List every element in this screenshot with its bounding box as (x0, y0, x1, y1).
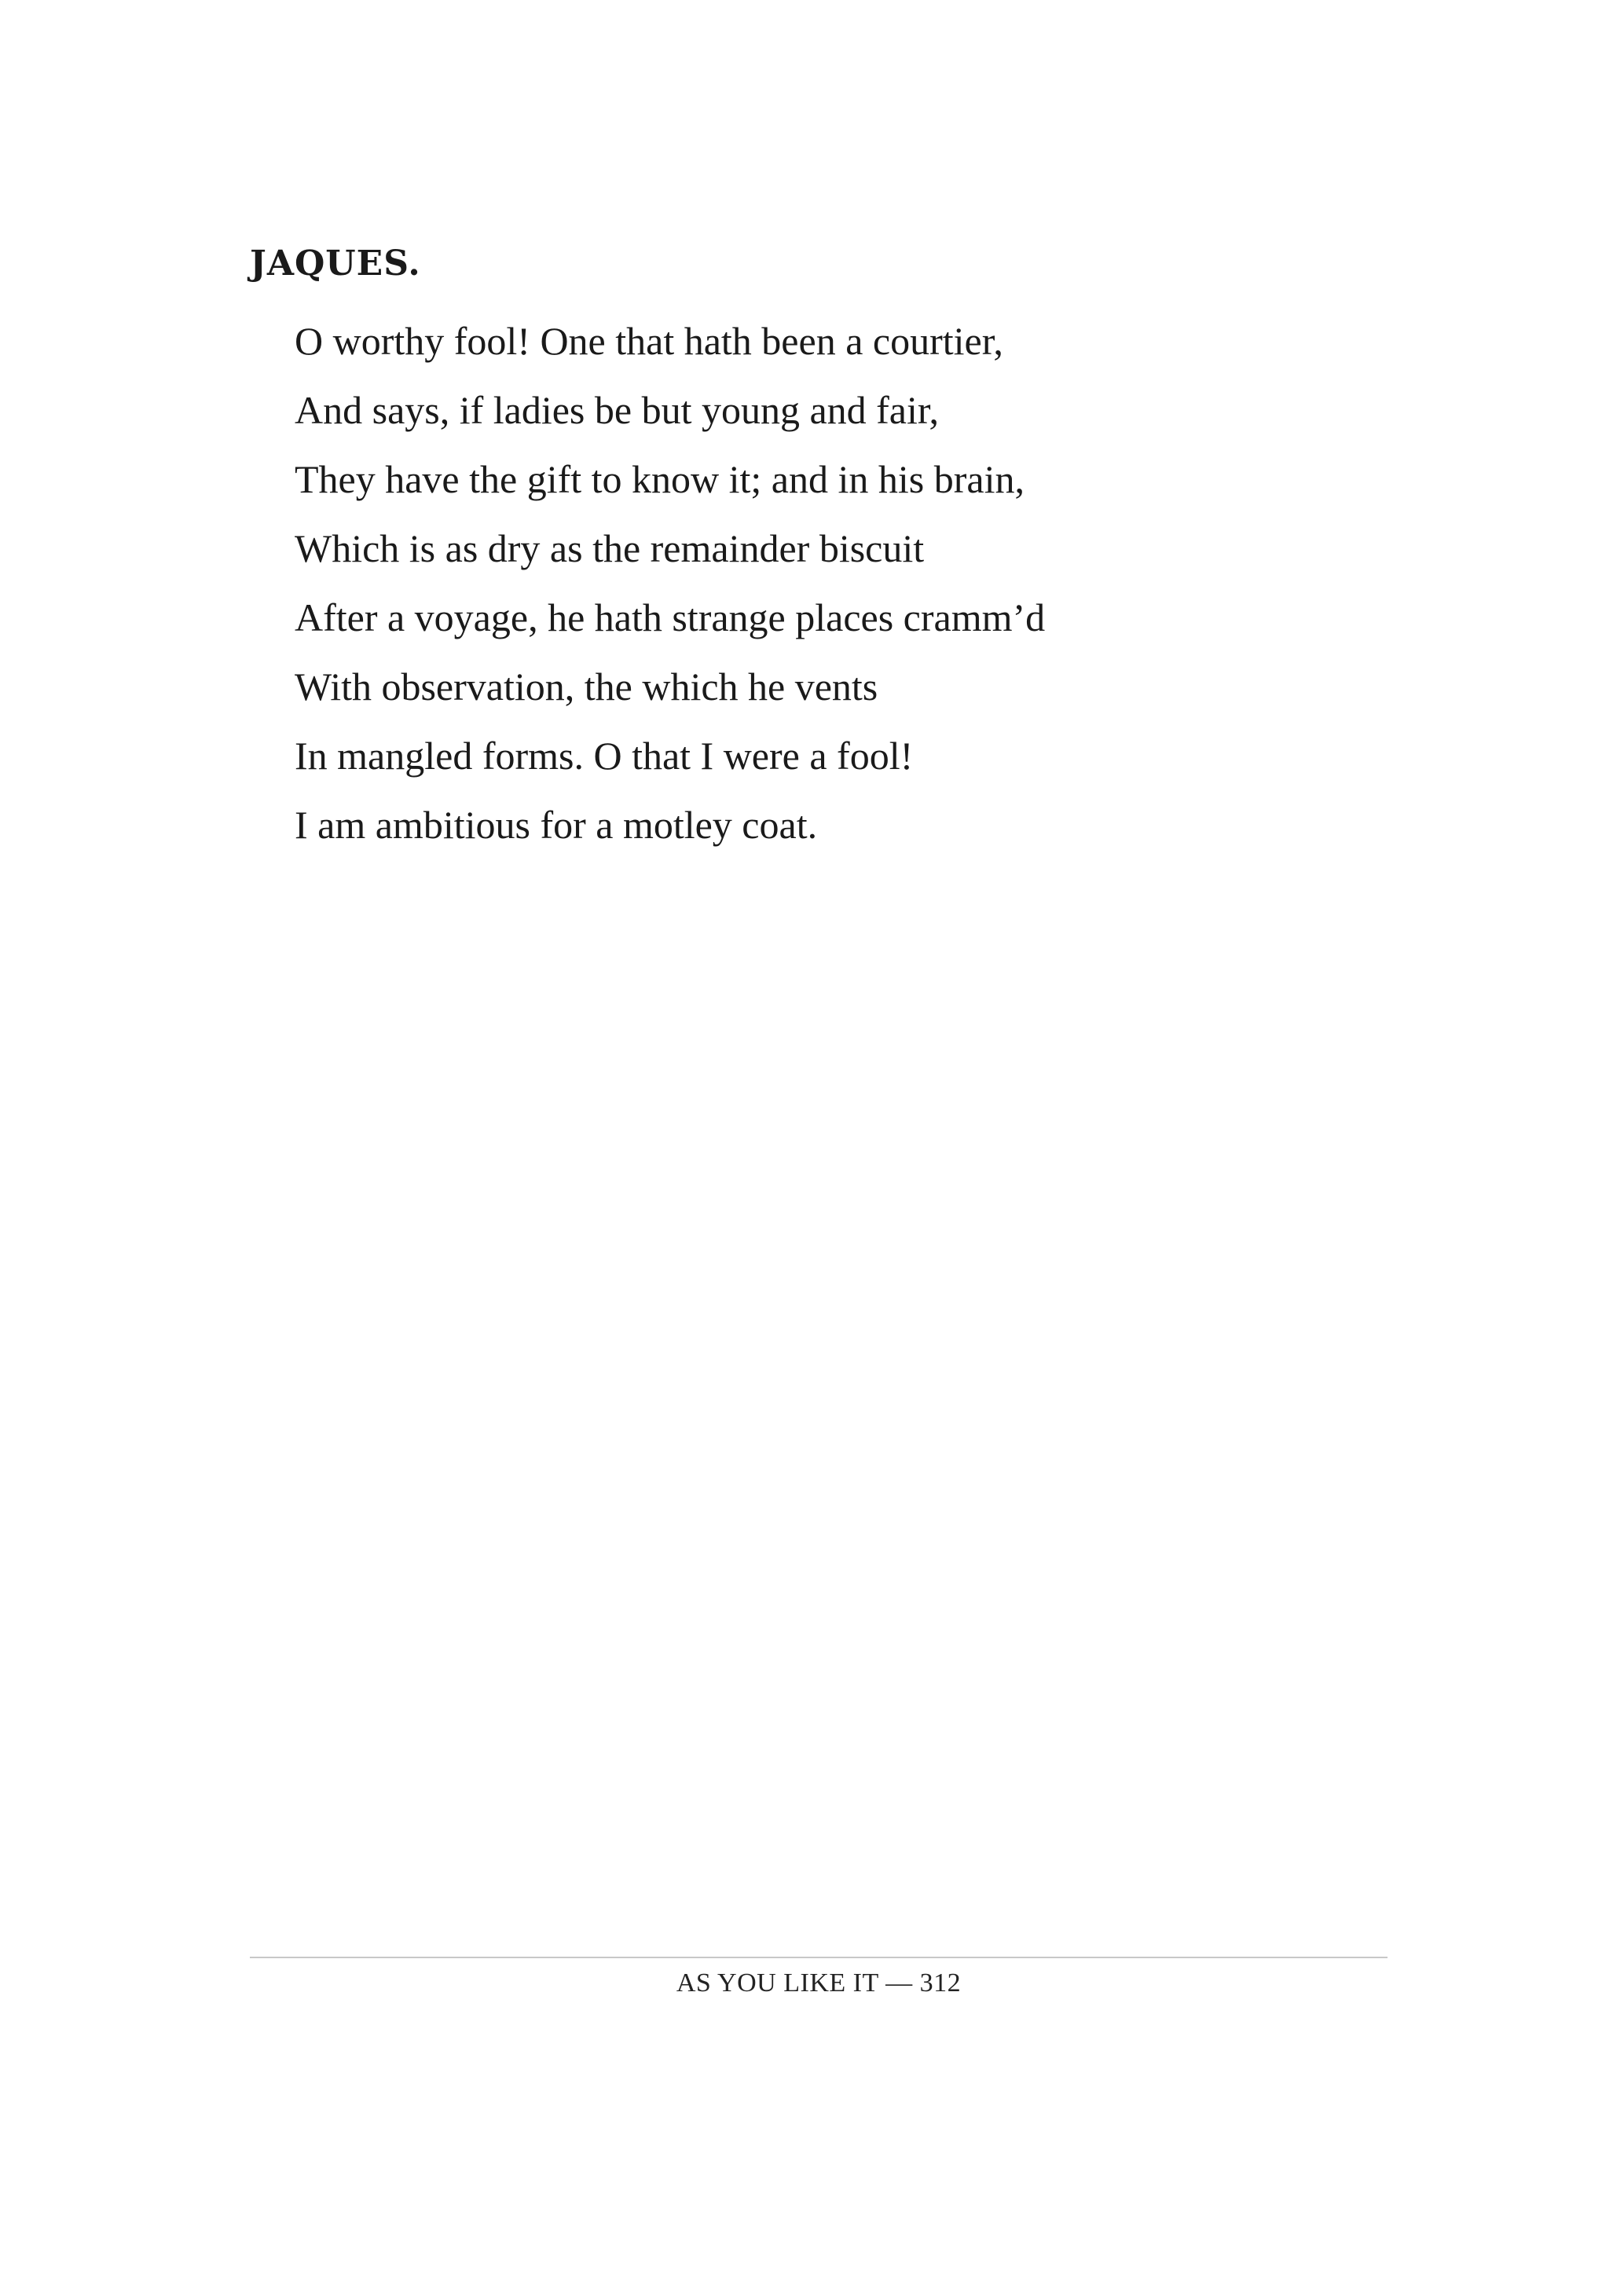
verse-block (295, 306, 1045, 859)
verse-line: O worthy fool! One that hath been a courtier, (295, 319, 1003, 363)
page-footer: AS YOU LIKE IT — 312 (676, 1968, 962, 1998)
footer-divider (250, 1957, 1388, 1958)
verse-line: They have the gift to know it; and in his brain, (295, 457, 1025, 501)
verse-line: With observation, the which he vents (295, 665, 878, 709)
verse-line: I am ambitious for a motley coat. (295, 803, 818, 847)
verse-line: And says, if ladies be but young and fair, (295, 388, 940, 432)
verse-line: After a voyage, he hath strange places cramm’d (295, 595, 1046, 639)
verse-line: In mangled forms. O that I were a fool! (295, 734, 914, 778)
speaker-name: JAQUES. (250, 244, 421, 284)
verse-line: Which is as dry as the remainder biscuit (295, 526, 925, 570)
